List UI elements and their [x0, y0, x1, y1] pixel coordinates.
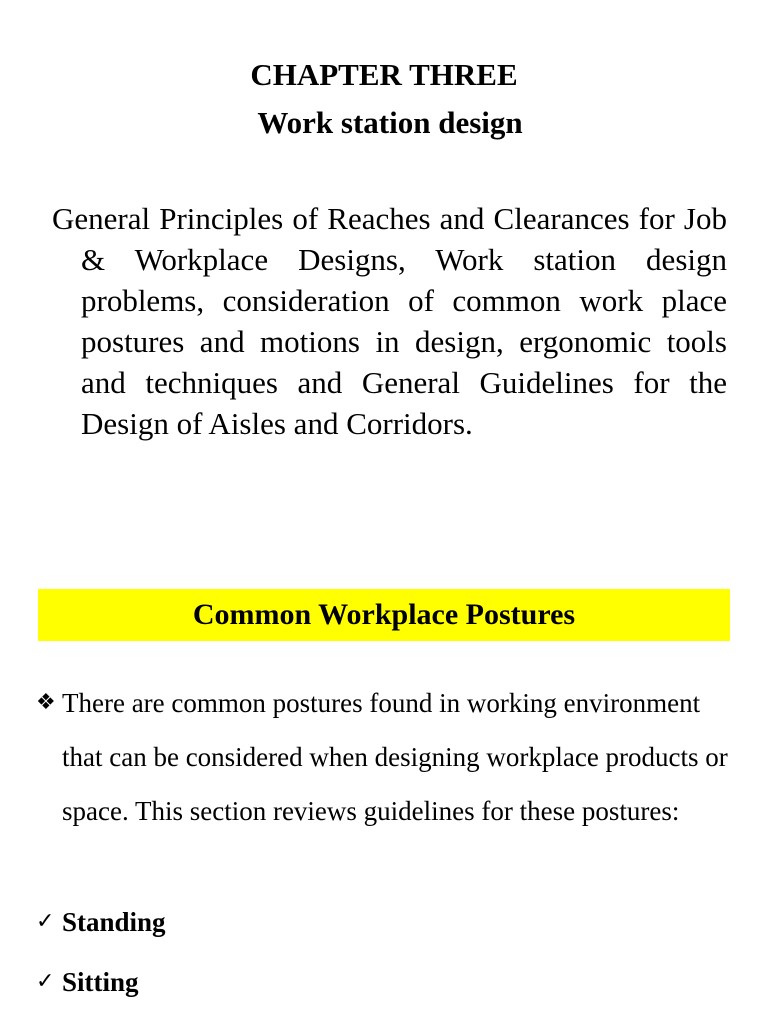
posture-label: Standing — [62, 907, 166, 937]
chapter-heading: CHAPTER THREE — [250, 57, 518, 92]
intro-paragraph: General Principles of Reaches and Clearances for Job & Workplace Designs, Work station design problems, consideration of common work place postures and motions in design, ergonomic tools and techniques and General Guidelines for the Design of Aisles and Corridors. — [52, 201, 727, 441]
chapter-subtitle: Work station design — [257, 105, 523, 140]
diamond-bullet-icon: ❖ — [36, 690, 56, 715]
bullet-text: There are common postures found in working environment that can be considered when designing workplace products or space. This section reviews guidelines for these postures: — [62, 688, 728, 826]
checkmark-icon: ✓ — [36, 909, 55, 934]
checkmark-icon: ✓ — [36, 969, 55, 994]
section-title: Common Workplace Postures — [192, 598, 576, 631]
posture-list — [36, 895, 736, 1015]
posture-label: Sitting — [62, 967, 139, 997]
section-heading-band — [38, 589, 730, 641]
posture-item — [36, 955, 736, 1015]
posture-item — [36, 895, 736, 955]
bullet-item — [36, 676, 736, 838]
